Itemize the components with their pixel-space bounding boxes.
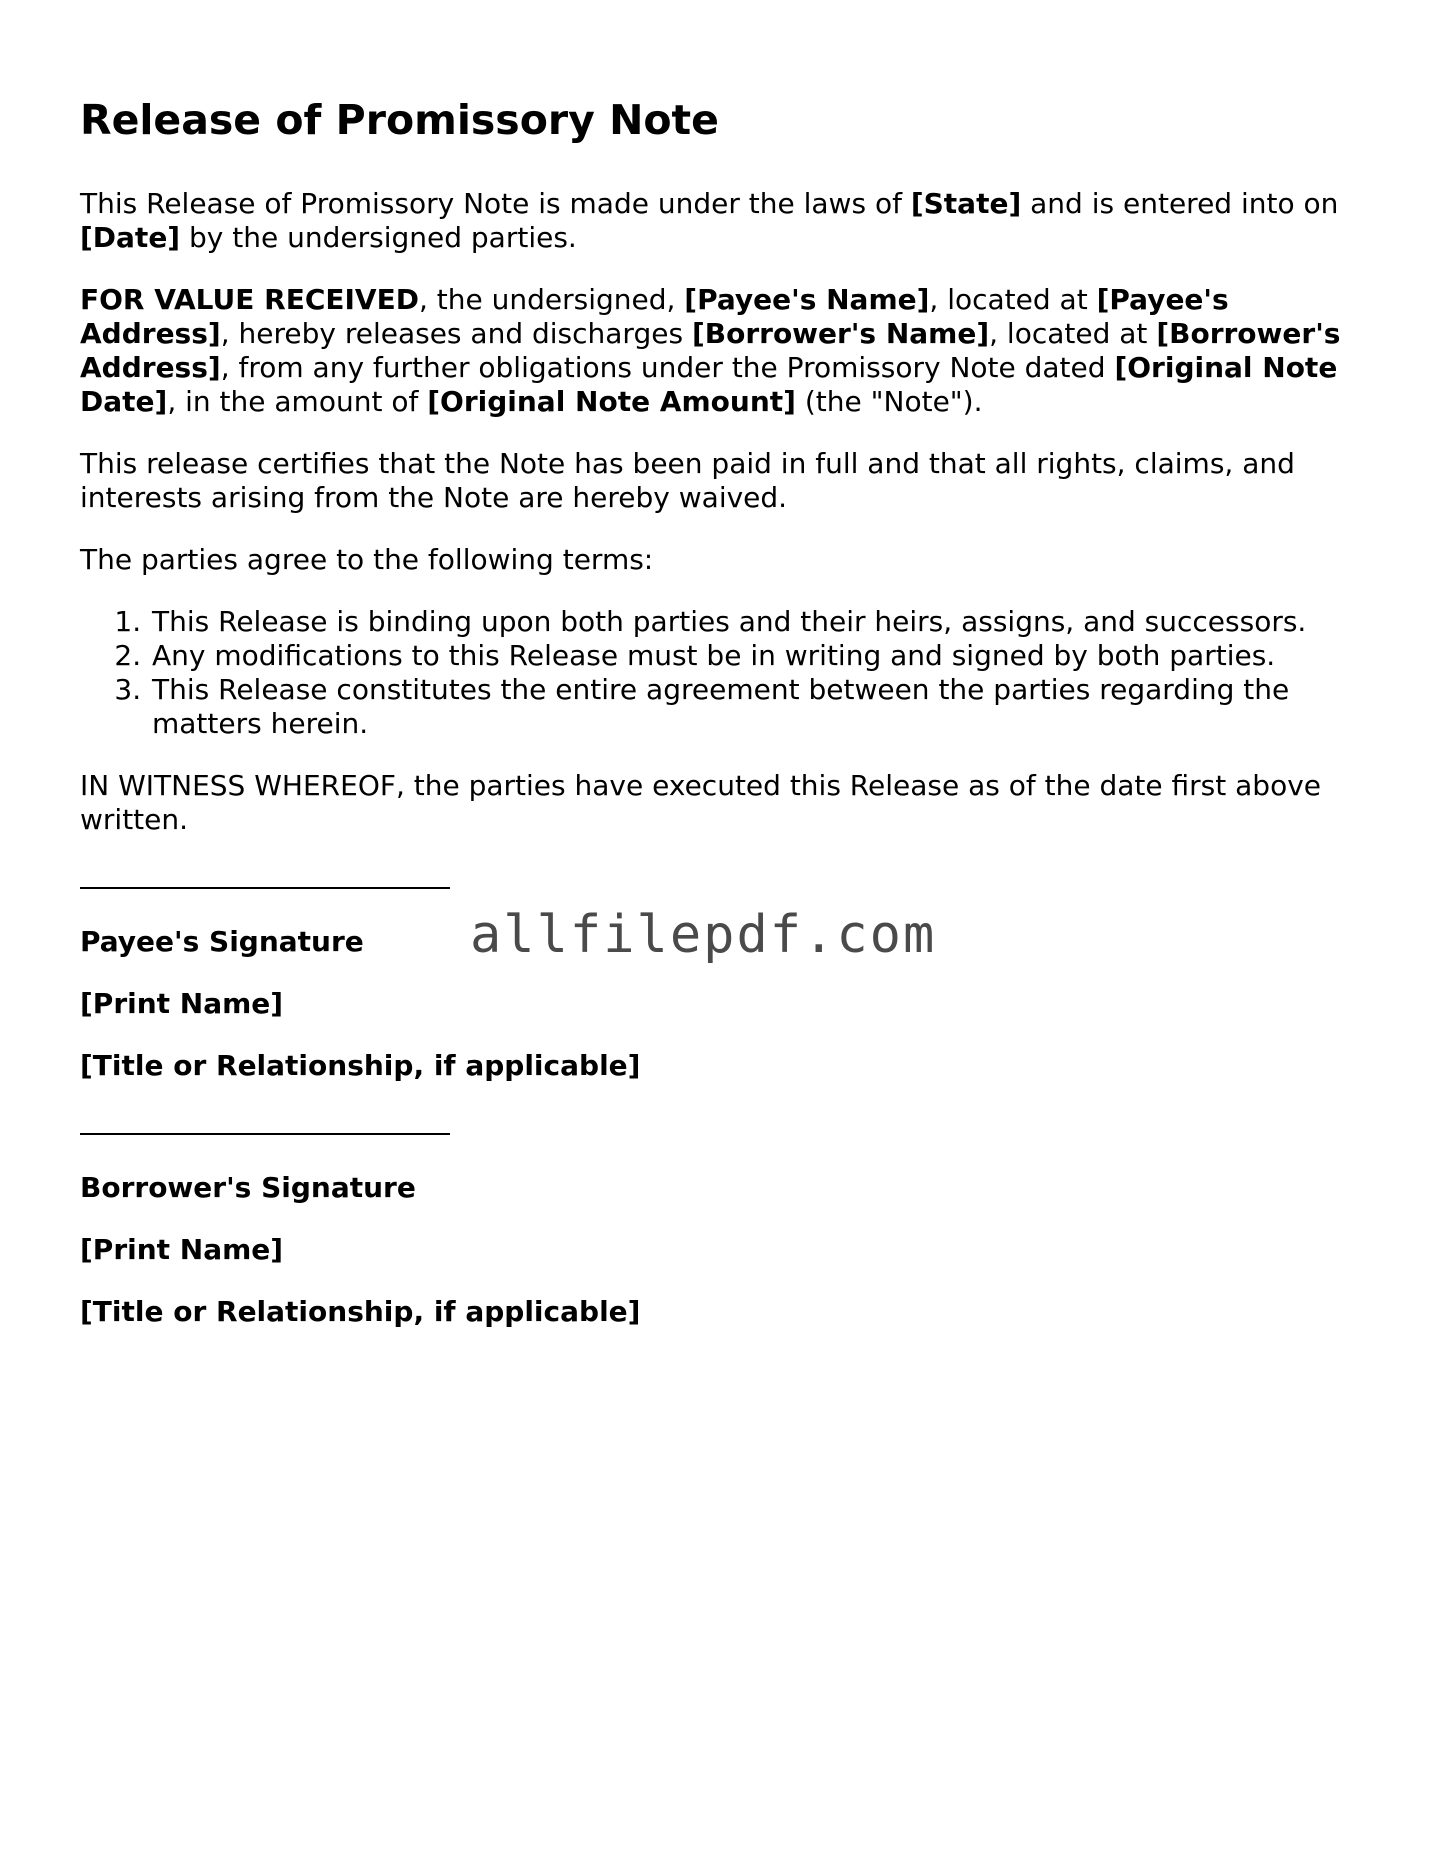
original-note-amount-placeholder: [Original Note Amount] [427, 385, 796, 419]
payee-title: [Title or Relationship, if applicable] [80, 1049, 641, 1083]
borrower-signature-block [80, 1133, 1370, 1329]
borrower-signature-label: Borrower's Signature [80, 1171, 416, 1205]
watermark: allfilepdf.com [470, 905, 937, 965]
terms-intro: The parties agree to the following terms: [80, 543, 654, 577]
intro-paragraph: This Release of Promissory Note is made under the laws of [State] and is entered into on [Date] by the undersigned parties. [80, 187, 1339, 255]
original-note-date-placeholder: [Original Note Date] [80, 351, 1338, 419]
payee-address-placeholder: [Payee's Address] [80, 283, 1229, 351]
borrower-signature-line [80, 1133, 450, 1135]
state-placeholder: [State] [910, 187, 1022, 221]
terms-list [80, 605, 1370, 741]
document-title: Release of Promissory Note [80, 96, 719, 144]
date-placeholder: [Date] [80, 221, 181, 255]
term-item: 2. Any modifications to this Release must be in writing and signed by both parties. [150, 639, 1370, 673]
term-item: 3. This Release constitutes the entire agreement between the parties regarding the matters herein. [150, 673, 1370, 741]
payee-name-placeholder: [Payee's Name] [684, 283, 930, 317]
witness-paragraph: IN WITNESS WHEREOF, the parties have executed this Release as of the date first above written. [80, 769, 1322, 837]
term-item: 1. This Release is binding upon both parties and their heirs, assigns, and successors. [150, 605, 1370, 639]
borrower-title: [Title or Relationship, if applicable] [80, 1295, 641, 1329]
borrower-name-placeholder: [Borrower's Name] [691, 317, 990, 351]
value-received-paragraph: FOR VALUE RECEIVED, the undersigned, [Payee's Name], located at [Payee's Address], hereby releases and discharges [Borrower's Name], located at [Borrower's Address], from any further obligations under the Promissory Note dated [Original Note Date], in the amount of [Original Note Amount] (the "Note"). [80, 283, 1341, 419]
payee-signature-line [80, 887, 450, 889]
document-page [80, 96, 1370, 1357]
borrower-print-name: [Print Name] [80, 1233, 284, 1267]
for-value-received-lead: FOR VALUE RECEIVED [80, 283, 419, 317]
payee-signature-label: Payee's Signature [80, 925, 364, 959]
payee-print-name: [Print Name] [80, 987, 284, 1021]
borrower-address-placeholder: [Borrower's Address] [80, 317, 1341, 385]
certify-paragraph: This release certifies that the Note has been paid in full and that all rights, claims, and interests arising from the Note are hereby waived. [80, 447, 1295, 515]
